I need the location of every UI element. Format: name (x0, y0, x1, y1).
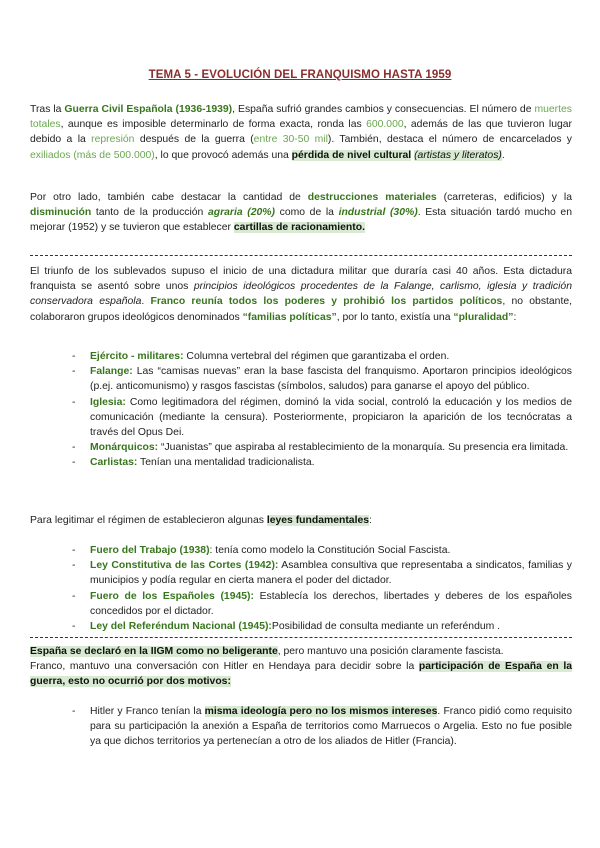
list-item: - Falange: Las “camisas nuevas” eran la base fascista del franquismo. Aportaron principios ideológicos (p.ej. anticomunismo) y rasgos fascistas (símbolos, saludos) para ganarse el apoyo del público. (72, 366, 572, 393)
hendaya-paragraph: Franco, mantuvo una conversación con Hitler en Hendaya para decidir sobre la participación de España en la guerra, esto no ocurrió por dos motivos: (30, 661, 572, 688)
highlight-same-ideology: misma ideología pero no los mismos intereses (204, 706, 438, 717)
destruction-paragraph: Por otro lado, también cabe destacar la cantidad de destrucciones materiales (carreteras, edificios) y la disminución tanto de la producción agraria (20%) como de la industrial (30%). Esta situación tardó mucho en mejorar (1952) y se tuvieron que establecer cartillas de racionamiento. (30, 192, 572, 234)
list-item: - Ley Constitutiva de las Cortes (1942): Asamblea consultiva que representaba a sindicatos, familias y municipios y podía regular en cierta manera el poder del dictador. (72, 560, 572, 587)
intro-paragraph: Tras la Guerra Civil Española (1936-1939), España sufrió grandes cambios y consecuencias. El número de muertes totales, aunque es imposible determinarlo de forma exacta, ronda las 600.000, además de las que tuvieron lugar debido a la represión después de la guerra (entre 30-50 mil). También, destaca el número de encarcelados y exiliados (más de 500.000), lo que provocó además una pérdida de nivel cultural (artistas y literatos). (30, 104, 572, 161)
list-item: - Iglesia: Como legitimadora del régimen, dominó la vida social, controló la educación y los medios de comunicación (mediante la censura). Posteriormente, propiciaron la aparición de los tecnócratas a través del Opus Dei. (72, 396, 572, 439)
list-item: - Hitler y Franco tenían la misma ideología pero no los mismos intereses. Franco pidió como requisito para su participación la anexión a España de territorios como Marruecos o Argelia. Esto no fue posible ya que dichos territorios ya pertenecían a otro de los aliados de Hitler (Francia). (72, 706, 572, 748)
list-item: - Monárquicos: “Juanistas” que aspiraba al restablecimiento de la monarquía. Su presencia era limitada. (72, 442, 569, 454)
list-item: - Carlistas: Tenían una mentalidad tradicionalista. (72, 457, 315, 469)
motives-list (72, 704, 572, 750)
page-title: TEMA 5 - EVOLUCIÓN DEL FRANQUISMO HASTA 1959 (148, 69, 452, 81)
highlight-rationing: cartillas de racionamiento. (233, 222, 365, 234)
highlight-cultural-loss: pérdida de nivel cultural (291, 149, 412, 161)
highlight-participation: participación de España en la guerra, esto no ocurrió por dos motivos: (30, 661, 572, 688)
list-item: - Fuero de los Españoles (1945): Establecía los derechos, libertades y deberes de los españoles concedidos por el dictador. (72, 590, 572, 617)
list-item: - Fuero del Trabajo (1938): tenía como modelo la Constitución Social Fascista. (72, 545, 451, 556)
highlight-fundamental-laws: leyes fundamentales (266, 515, 370, 526)
wwii-paragraph: España se declaró en la IIGM como no beligerante, pero mantuvo una posición claramente fascista. (30, 646, 504, 657)
section-divider (30, 255, 572, 256)
highlight-non-belligerent: España se declaró en la IIGM como no beligerante (30, 646, 278, 657)
highlight-civil-war: Guerra Civil Española (1936-1939) (64, 104, 233, 115)
dictatorship-paragraph: El triunfo de los sublevados supuso el inicio de una dictadura militar que duraría casi 40 años. Esta dictadura franquista se asentó sobre unos principios ideológicos procedentes de la Falange, carlismo, iglesia y tradición conservadora española. Franco reunía todos los poderes y prohibió los partidos políticos, no obstante, colaboraron grupos ideológicos denominados “familias políticas”, por lo tanto, existía una “pluralidad”: (30, 266, 573, 323)
laws-intro-paragraph: Para legitimar el régimen de establecieron algunas leyes fundamentales: (30, 515, 372, 526)
section-divider (30, 637, 572, 638)
fundamental-laws-list (72, 543, 572, 634)
political-families-list (72, 349, 572, 471)
list-item: - Ejército - militares: Columna vertebral del régimen que garantizaba el orden. (72, 351, 450, 362)
list-item: - Ley del Referéndum Nacional (1945):Posibilidad de consulta mediante un referéndum . (72, 621, 501, 633)
